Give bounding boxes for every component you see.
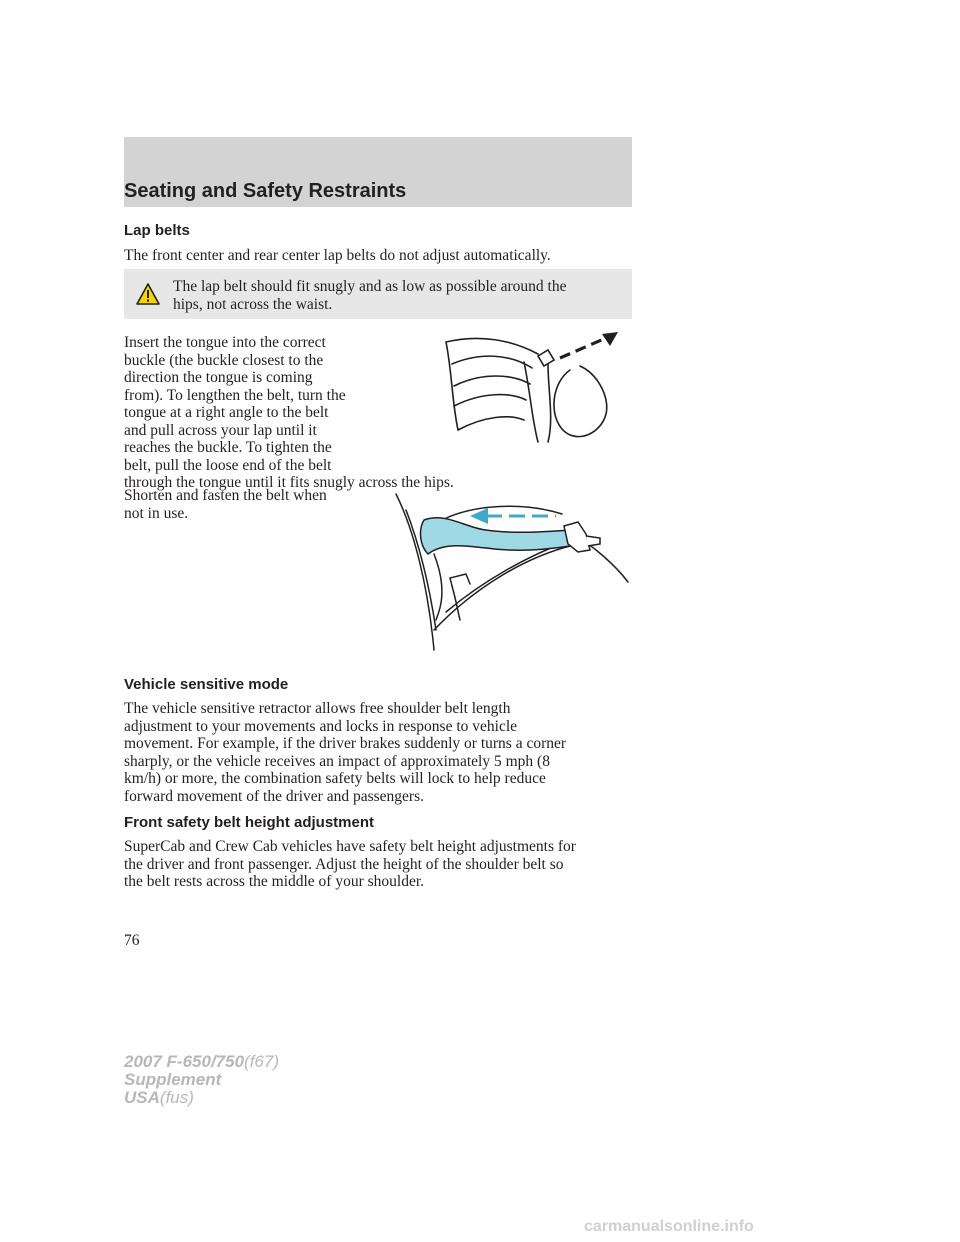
footer-model-code: (f67) bbox=[244, 1052, 280, 1071]
footer-market: USA bbox=[124, 1088, 160, 1107]
warning-text bbox=[173, 278, 566, 313]
vehicle-sensitive-line: sharply, or the vehicle receives an impact of approximately 5 mph (8 bbox=[124, 752, 550, 770]
insert-tongue-paragraph bbox=[124, 334, 454, 492]
shorten-line: Shorten and fasten the belt when bbox=[124, 487, 327, 504]
insert-line: buckle (the buckle closest to the bbox=[124, 351, 324, 369]
vehicle-sensitive-line: adjustment to your movements and locks in response to vehicle bbox=[124, 717, 518, 735]
height-adjustment-line: the driver and front passenger. Adjust the height of the shoulder belt so bbox=[124, 855, 564, 873]
shorten-belt-paragraph bbox=[124, 487, 327, 522]
vehicle-sensitive-line: km/h) or more, the combination safety belts will lock to help reduce bbox=[124, 770, 546, 787]
insert-line: belt, pull the loose end of the belt bbox=[124, 456, 332, 474]
vehicle-sensitive-heading: Vehicle sensitive mode bbox=[124, 676, 289, 693]
lap-belt-tongue-illustration bbox=[420, 330, 632, 450]
watermark: carmanualsonline.info bbox=[584, 1218, 754, 1235]
warning-triangle-icon bbox=[136, 283, 160, 305]
vehicle-sensitive-line: forward movement of the driver and passengers. bbox=[124, 787, 424, 805]
height-adjustment-line: SuperCab and Crew Cab vehicles have safety belt height adjustments for bbox=[124, 838, 576, 855]
insert-line: reaches the buckle. To tighten the bbox=[124, 439, 332, 456]
height-adjustment-heading: Front safety belt height adjustment bbox=[124, 814, 375, 831]
height-adjustment-line: the belt rests across the middle of your shoulder. bbox=[124, 873, 425, 890]
insert-line: from). To lengthen the belt, turn the bbox=[124, 386, 346, 404]
insert-line: tongue at a right angle to the belt bbox=[124, 404, 329, 421]
insert-line: Insert the tongue into the correct bbox=[124, 334, 326, 351]
warning-line-2: hips, not across the waist. bbox=[173, 295, 333, 313]
shorten-line: not in use. bbox=[124, 504, 189, 522]
lap-belts-intro: The front center and rear center lap belts do not adjust automatically. bbox=[124, 247, 551, 264]
lap-belts-heading: Lap belts bbox=[124, 222, 190, 239]
page-title: Seating and Safety Restraints bbox=[124, 180, 407, 202]
vehicle-sensitive-paragraph bbox=[124, 700, 566, 805]
insert-line: through the tongue until it fits snugly across the hips. bbox=[124, 474, 454, 491]
footer-supplement: Supplement bbox=[124, 1070, 222, 1089]
insert-line: direction the tongue is coming bbox=[124, 369, 313, 386]
vehicle-sensitive-line: movement. For example, if the driver brakes suddenly or turns a corner bbox=[124, 735, 567, 752]
height-adjustment-paragraph bbox=[124, 838, 576, 891]
footer-market-code: (fus) bbox=[159, 1088, 194, 1107]
insert-line: and pull across your lap until it bbox=[124, 421, 317, 439]
page-number: 76 bbox=[124, 932, 140, 949]
footer-model: 2007 F-650/750 bbox=[124, 1052, 245, 1071]
footer-doc-info bbox=[124, 1053, 279, 1107]
vehicle-sensitive-line: The vehicle sensitive retractor allows free shoulder belt length bbox=[124, 700, 511, 717]
warning-line-1: The lap belt should fit snugly and as low as possible around the bbox=[173, 278, 567, 295]
lap-belt-stowed-illustration bbox=[394, 490, 632, 655]
